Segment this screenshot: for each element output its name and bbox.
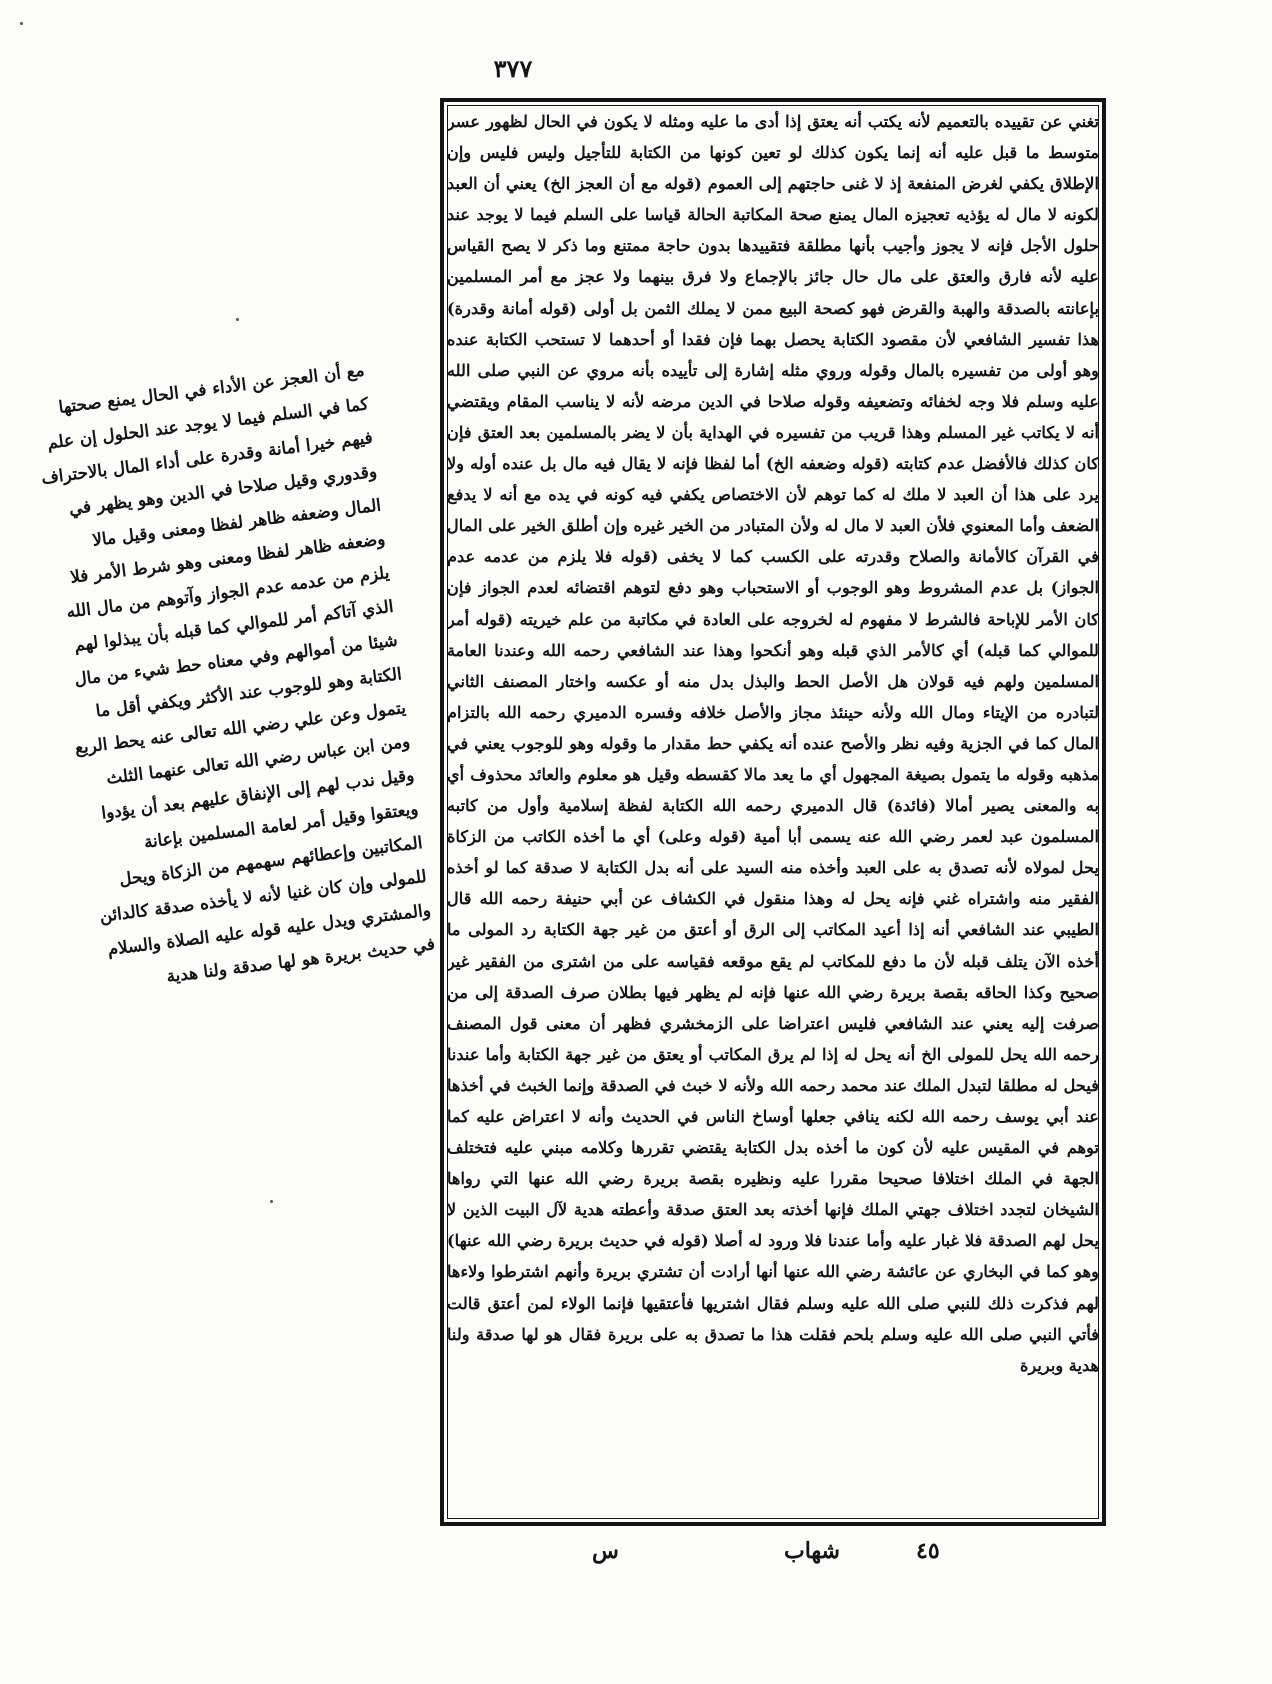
signature-number: ٤٥ xyxy=(916,1538,940,1564)
margin-note-text: مع أن العجز عن الأداء في الحال يمنع صحتها كما في السلم فيما لا يوجد عند الحلول إن علم فيهم خيرا أمانة وقدرة على أداء المال بالاحتراف وقدوري وقيل صلاحا في الدين وهو يظهر في المال وضعفه ظاهر لفظا ومعنى وقيل مالا وضعفه ظاهر لفظا ومعنى وهو شرط الأمر فلا يلزم من عدمه عدم الجواز وآتوهم من مال الله الذي آتاكم أمر للموالي كما قبله بأن يبذلوا لهم شيئا من أموالهم وفي معناه حط شيء من مال الكتابة وهو للوجوب عند الأكثر ويكفي أقل ما يتمول وعن علي رضي الله تعالى عنه يحط الربع ومن ابن عباس رضي الله تعالى عنهما الثلث وقيل ندب لهم إلى الإنفاق عليهم بعد أن يؤدوا ويعتقوا وقيل أمر لعامة المسلمين بإعانة المكاتبين وإعطائهم سهمهم من الزكاة ويحل للمولى وإن كان غنيا لأنه لا يأخذه صدقة كالدائن والمشتري ويدل عليه قوله عليه الصلاة والسلام في حديث بريرة هو لها صدقة ولنا هدية xyxy=(40,359,436,987)
scan-speck xyxy=(236,318,239,321)
signature-name: شهاب xyxy=(784,1538,840,1564)
scan-speck xyxy=(270,1200,273,1203)
scan-speck xyxy=(20,22,23,25)
main-commentary-text: تغني عن تقييده بالتعميم لأنه يكتب أنه يعتق إذا أدى ما عليه ومثله لا يكون في الحال لظهور عسر متوسط ما قبل عليه أنه إنما يكون كذلك لو تعين كونها من الكتابة للتأجيل وليس فليس وإن الإطلاق يكفي لغرض المنفعة إذ لا غنى حاجتهم إلى العموم (قوله مع أن العجز الخ) يعني أن العبد لكونه لا مال له يؤذيه تعجيزه المال يمنع صحة المكاتبة الحالة قياسا على السلم فيما لا يوجد عند حلول الأجل فإنه لا يجوز وأجيب بأنها مطلقة فتقييدها بدون حاجة ممتنع وما ذكر لا يصح القياس عليه لأنه فارق والعتق على مال حال جائز بالإجماع ولا فرق بينهما ولا عجز مع أمر المسلمين بإعانته بالصدقة والهبة والقرض فهو كصحة البيع ممن لا يملك الثمن بل أولى (قوله أمانة وقدرة) هذا تفسير الشافعي لأن مقصود الكتابة يحصل بهما فإن فقدا أو أحدهما لا تستحب الكتابة عنده وهو أولى من تفسيره بالمال وقوله وروي مثله إشارة إلى تأييده بأنه مروي عن النبي صلى الله عليه وسلم فلا وجه لخفائه وتضعيفه وقوله صلاحا في الدين مرضه لأنه لا يناسب المقام ويقتضي أنه لا يكاتب غير المسلم وهذا قريب من تفسيره في الهداية بأن لا يضر بالمسلمين بعد العتق فإن كان كذلك فالأفضل عدم كتابته (قوله وضعفه الخ) أما لفظا فإنه لا يقال فيه مال بل عنده أوله ولا يرد على هذا أن العبد لا ملك له كما توهم لأن الاختصاص يكفي فيه كونه في يده مع أنه لا يدفع الضعف وأما المعنوي فلأن العبد لا مال له ولأن المتبادر من الخير غيره وإن أطلق الخير على المال في القرآن كالأمانة والصلاح وقدرته على الكسب كما لا يخفى (قوله فلا يلزم من عدمه عدم الجواز) بل عدم المشروط وهو الوجوب أو الاستحباب وهو دفع لتوهم اقتضائه لعدم الجواز فإن كان الأمر للإباحة فالشرط لا مفهوم له لخروجه على العادة في مكاتبة من علم خيريته (قوله أمر للموالي كما قبله) أي كالأمر الذي قبله وهو أنكحوا وهذا عند الشافعي رحمه الله وعندنا العامة المسلمين ولهم فيه قولان هل الأصل الحط والبذل بدل منه أو عكسه واختار المصنف الثاني لتبادره من الإيتاء ومال الله ولأنه حينئذ مجاز والأصل خلافه وفسره الدميري رحمه الله بالتزام المال كما في الجزية وفيه نظر والأصح عنده أنه يكفي حط مقدار ما وقوله وهو للوجوب يعني في مذهبه وقوله ما يتمول بصيغة المجهول أي ما يعد مالا كقسطه وقيل هو معلوم والعائد محذوف أي به والمعنى يصير أمالا (فائدة) قال الدميري رحمه الله الكتابة لفظة إسلامية وأول من كاتبه المسلمون عبد لعمر رضي الله عنه يسمى أبا أمية (قوله وعلى) أي ما أخذه الكاتب من الزكاة يحل لمولاه لأنه تصدق به على العبد وأخذه منه السيد على أنه بدل الكتابة لا صدقة كما لو أخذه الفقير منه واشتراه غني فإنه يحل له وهذا منقول في الكشاف عن أبي حنيفة رحمه الله قال الطيبي عند الشافعي أنه إذا أعيد المكاتب إلى الرق أو أعتق من غير جهة الكتابة رد المولى ما أخذه الآن يتلف قبله لأن ما دفع للمكاتب لم يقع موقعه فقياسه على من اشترى من الفقير غير صحيح وكذا الحاقه بقصة بريرة رضي الله عنها فإنه لم يظهر فيها بطلان صرف الصدقة إلى من صرفت إليه يعني عند الشافعي فليس اعتراضا على الزمخشري فظهر أن معنى قول المصنف رحمه الله يحل للمولى الخ أنه يحل له إذا لم يرق المكاتب أو يعتق من غير جهة الكتابة وأما عندنا فيحل له مطلقا لتبدل الملك عند محمد رحمه الله ولأنه لا خبث في الصدقة وإنما الخبث في أخذها عند أبي يوسف رحمه الله لكنه ينافي جعلها أوساخ الناس في الحديث وأنه لا اعتراض عليه كما توهم في المقيس عليه لأن كون ما أخذه بدل الكتابة يقتضي تقررها وكلامه مبني عليه فتختلف الجهة في الملك اختلافا صحيحا مقررا عليه ونظيره بقصة بريرة رضي الله عنها التي رواها الشيخان لتجدد اختلاف جهتي الملك فإنها أخذته بعد العتق صدقة وأعطته هدية لآل البيت الذين لا يحل لهم الصدقة فلا غبار عليه وأما عندنا فلا ورود له أصلا (قوله في حديث بريرة رضي الله عنها) وهو كما في البخاري عن عائشة رضي الله عنها أنها أرادت أن تشتري بريرة وأنهم اشترطوا ولاءها لهم فذكرت ذلك للنبي صلى الله عليه وسلم فقال اشتريها فأعتقيها فإنما الولاء لمن أعتق قالت فأتي النبي صلى الله عليه وسلم بلحم فقلت هذا ما تصدق به على بريرة فقال هو لها صدقة ولنا هدية وبريرة xyxy=(447,112,1099,1375)
signature-mark: س xyxy=(592,1538,619,1564)
page-footer xyxy=(558,1538,998,1574)
page-number: ٣٧٧ xyxy=(493,54,533,83)
